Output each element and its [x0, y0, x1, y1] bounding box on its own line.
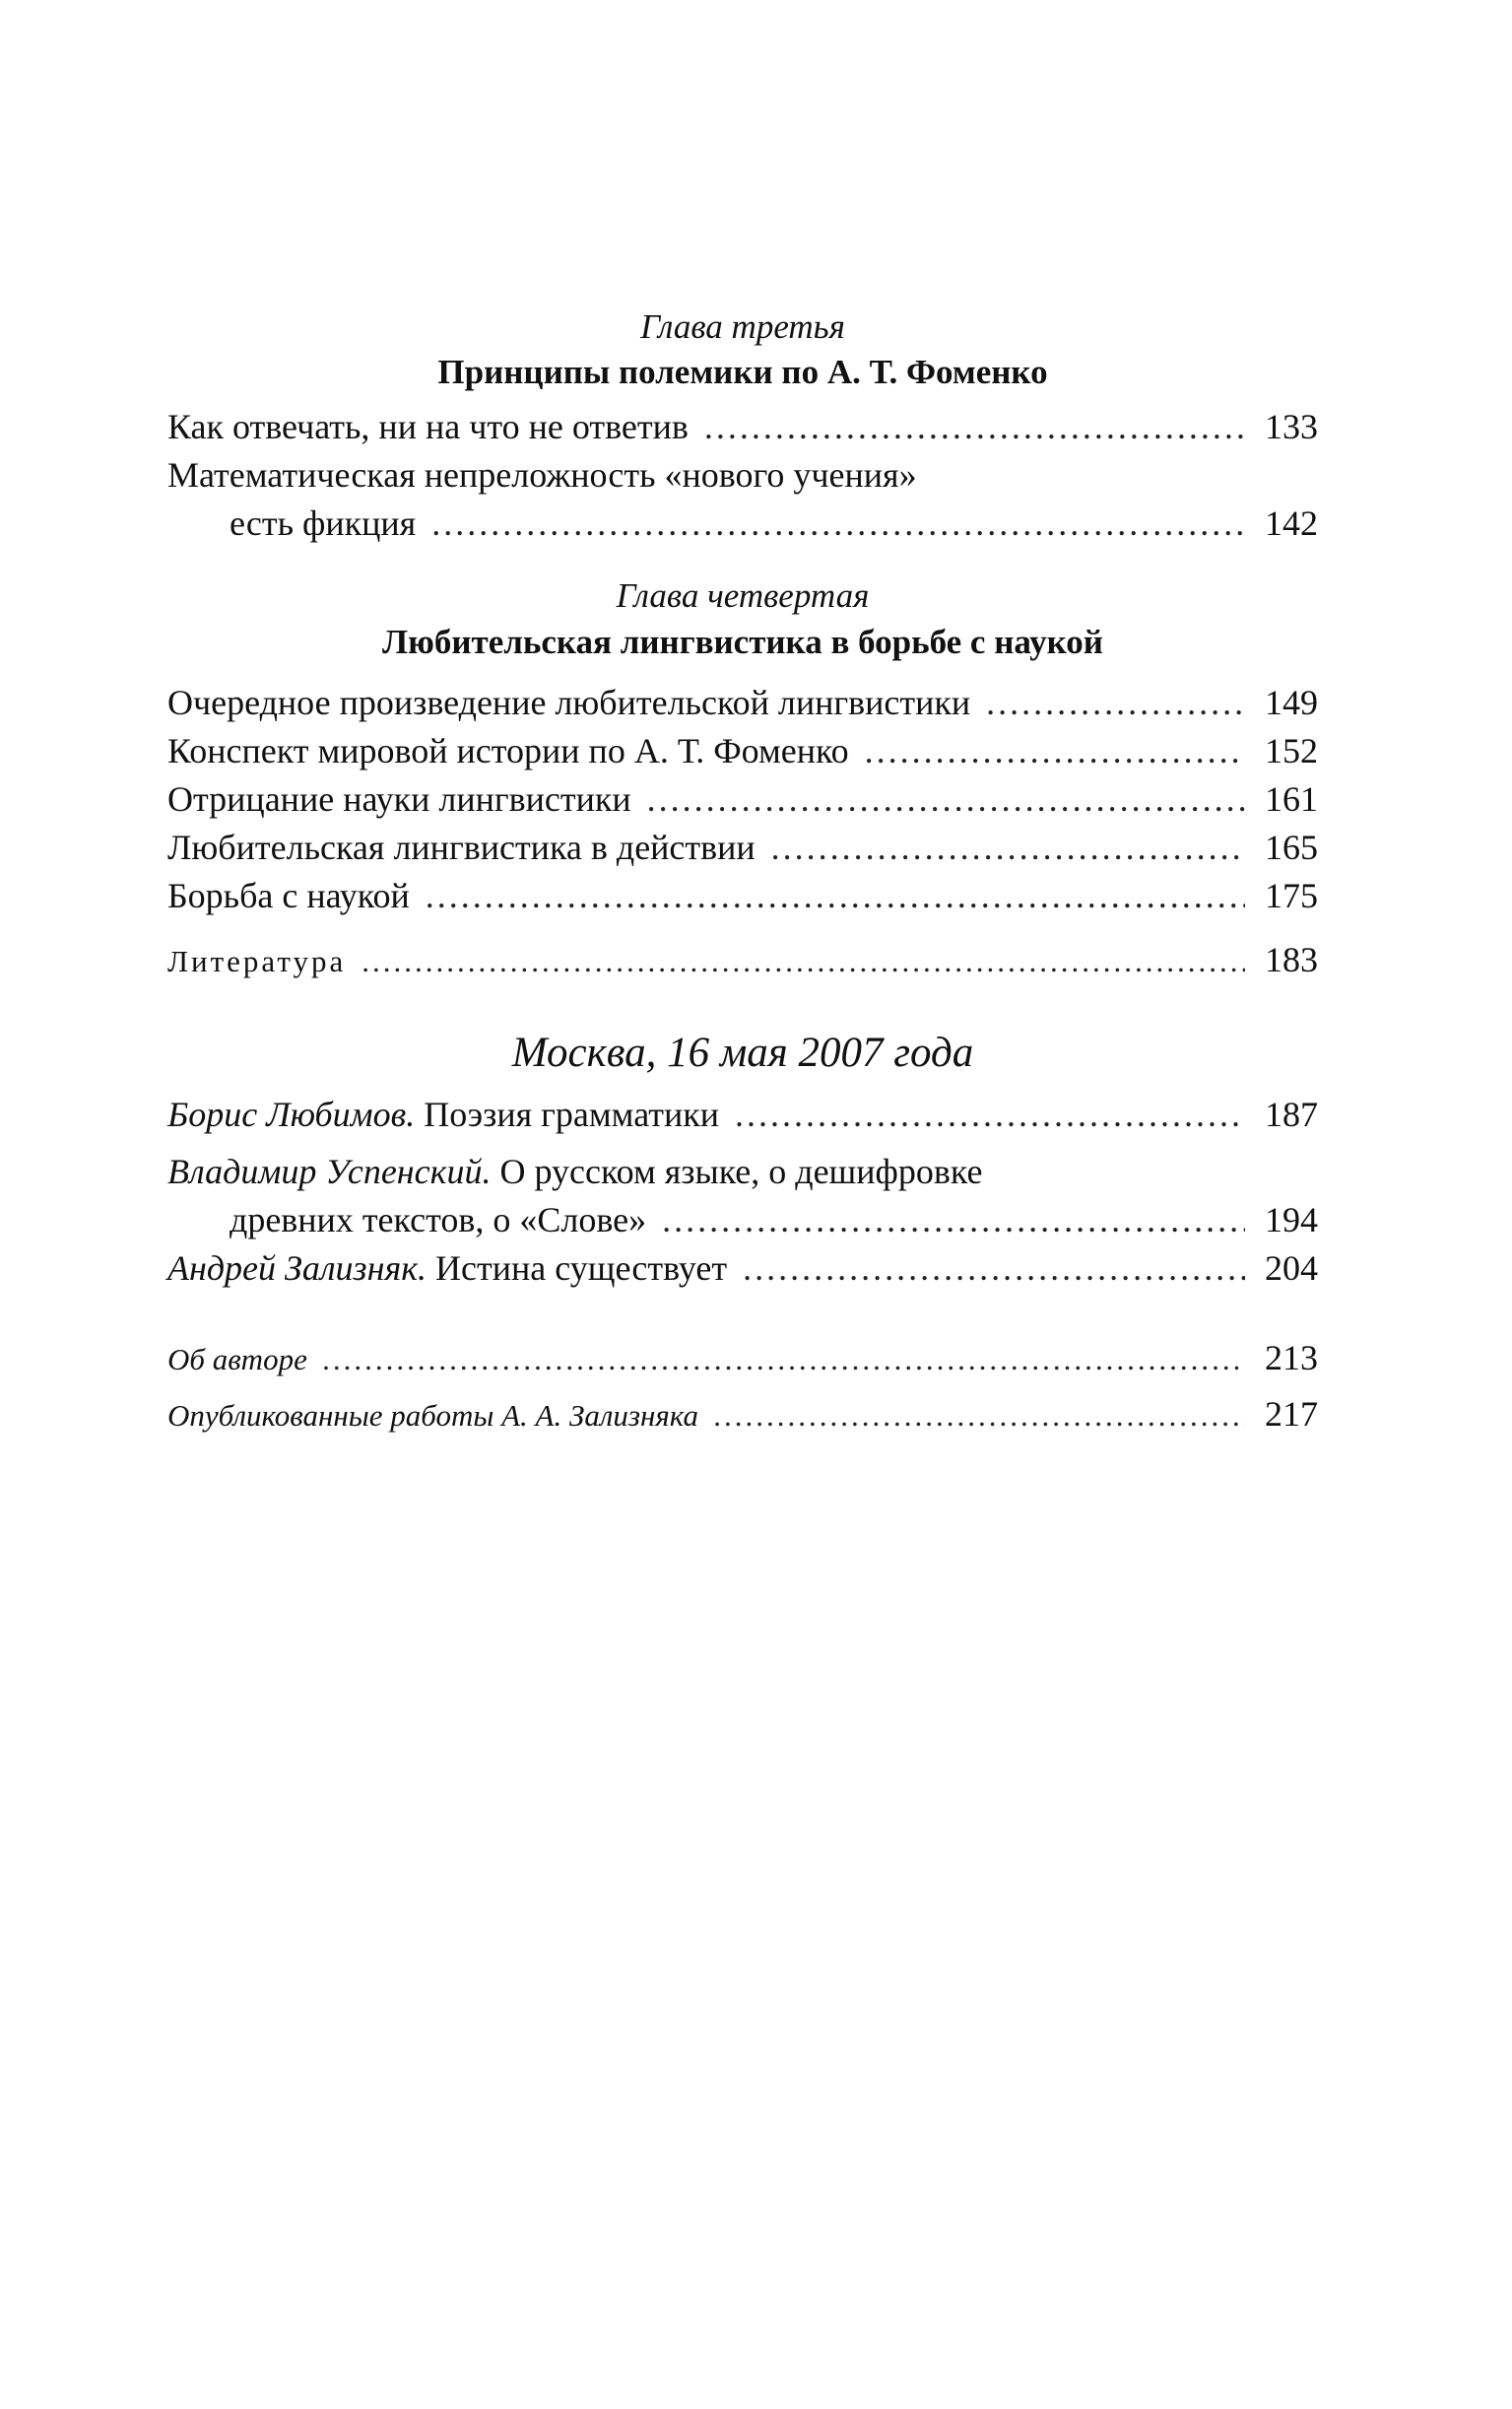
- entry-title: О русском языке, о дешифровке: [499, 1152, 983, 1191]
- toc-page-number: 165: [1265, 828, 1318, 867]
- toc-entry-text: Любительская лингвистика в действии: [167, 828, 756, 867]
- toc-entry[interactable]: [167, 406, 1318, 447]
- dot-leader: [431, 502, 1245, 544]
- chapter-3-title: Принципы полемики по А. Т. Фоменко: [437, 353, 1048, 391]
- dot-leader: [865, 730, 1245, 771]
- toc-page-number: 142: [1265, 503, 1318, 543]
- toc-entry[interactable]: [167, 827, 1318, 868]
- toc-page-number: 217: [1265, 1394, 1318, 1434]
- dot-leader: [323, 1339, 1245, 1380]
- toc-entry-text: Об авторе: [167, 1342, 307, 1376]
- toc-entry-text: Как отвечать, ни на что не ответив: [167, 407, 689, 446]
- toc-entry[interactable]: [167, 730, 1318, 771]
- toc-entry-text: Очередное произведение любительской лингвистики: [167, 683, 971, 722]
- toc-entry-text-line2: древних текстов, о «Слове»: [230, 1200, 647, 1239]
- toc-entry-text-line1[interactable]: Математическая непреложность «нового учения»: [167, 455, 917, 495]
- dot-leader: [426, 875, 1245, 916]
- toc-entry[interactable]: [167, 1094, 1318, 1135]
- toc-entry-publications[interactable]: [167, 1393, 1318, 1437]
- toc-entry-text-line2: есть фикция: [230, 503, 417, 543]
- chapter-3-label: Глава третья: [640, 307, 845, 346]
- author-name: Борис Любимов.: [167, 1095, 416, 1134]
- toc-entry[interactable]: [167, 1199, 1318, 1240]
- toc-entry-text: Литература: [167, 944, 347, 978]
- toc-page-number: 161: [1265, 779, 1318, 819]
- toc-entry[interactable]: [167, 778, 1318, 820]
- entry-title: Поэзия грамматики: [424, 1095, 720, 1134]
- author-name: Андрей Зализняк.: [167, 1248, 427, 1288]
- section-heading: Москва, 16 мая 2007 года: [511, 1030, 974, 1076]
- toc-entry-literature[interactable]: [167, 939, 1318, 982]
- toc-entry-text: [167, 1247, 727, 1289]
- dot-leader: [714, 1395, 1245, 1437]
- toc-entry-about-author[interactable]: [167, 1337, 1318, 1380]
- toc-page-number: 152: [1265, 731, 1318, 770]
- toc-page-number: 183: [1265, 940, 1318, 979]
- dot-leader: [704, 406, 1245, 447]
- dot-leader: [743, 1247, 1245, 1289]
- toc-entry[interactable]: [167, 682, 1318, 723]
- toc-page-number: 204: [1265, 1248, 1318, 1288]
- toc-entry-text: Конспект мировой истории по А. Т. Фоменко: [167, 731, 849, 770]
- dot-leader: [986, 682, 1245, 723]
- toc-page-number: 194: [1265, 1200, 1318, 1239]
- toc-page-number: 133: [1265, 407, 1318, 446]
- toc-entry[interactable]: [167, 502, 1318, 544]
- chapter-4-title: Любительская лингвистика в борьбе с наукой: [382, 623, 1103, 661]
- toc-page-number: 213: [1265, 1338, 1318, 1377]
- toc-entry-text-line1[interactable]: [167, 1151, 1318, 1192]
- toc-page-number: 187: [1265, 1095, 1318, 1134]
- toc-page-number: 149: [1265, 683, 1318, 722]
- dot-leader: [647, 778, 1245, 820]
- author-name: Владимир Успенский.: [167, 1152, 492, 1191]
- chapter-4-label: Глава четвертая: [616, 576, 870, 615]
- toc-entry-text: Опубликованные работы А. А. Зализняка: [167, 1398, 698, 1433]
- toc-entry-text: [167, 1094, 719, 1135]
- dot-leader: [362, 941, 1245, 982]
- toc-entry-text: Отрицание науки лингвистики: [167, 779, 631, 819]
- dot-leader: [662, 1199, 1245, 1240]
- entry-title: Истина существует: [435, 1248, 728, 1288]
- dot-leader: [771, 827, 1245, 868]
- toc-page-number: 175: [1265, 876, 1318, 915]
- toc-entry-text: Борьба с наукой: [167, 876, 410, 915]
- dot-leader: [735, 1094, 1245, 1135]
- toc-entry[interactable]: [167, 875, 1318, 916]
- toc-entry[interactable]: [167, 1247, 1318, 1289]
